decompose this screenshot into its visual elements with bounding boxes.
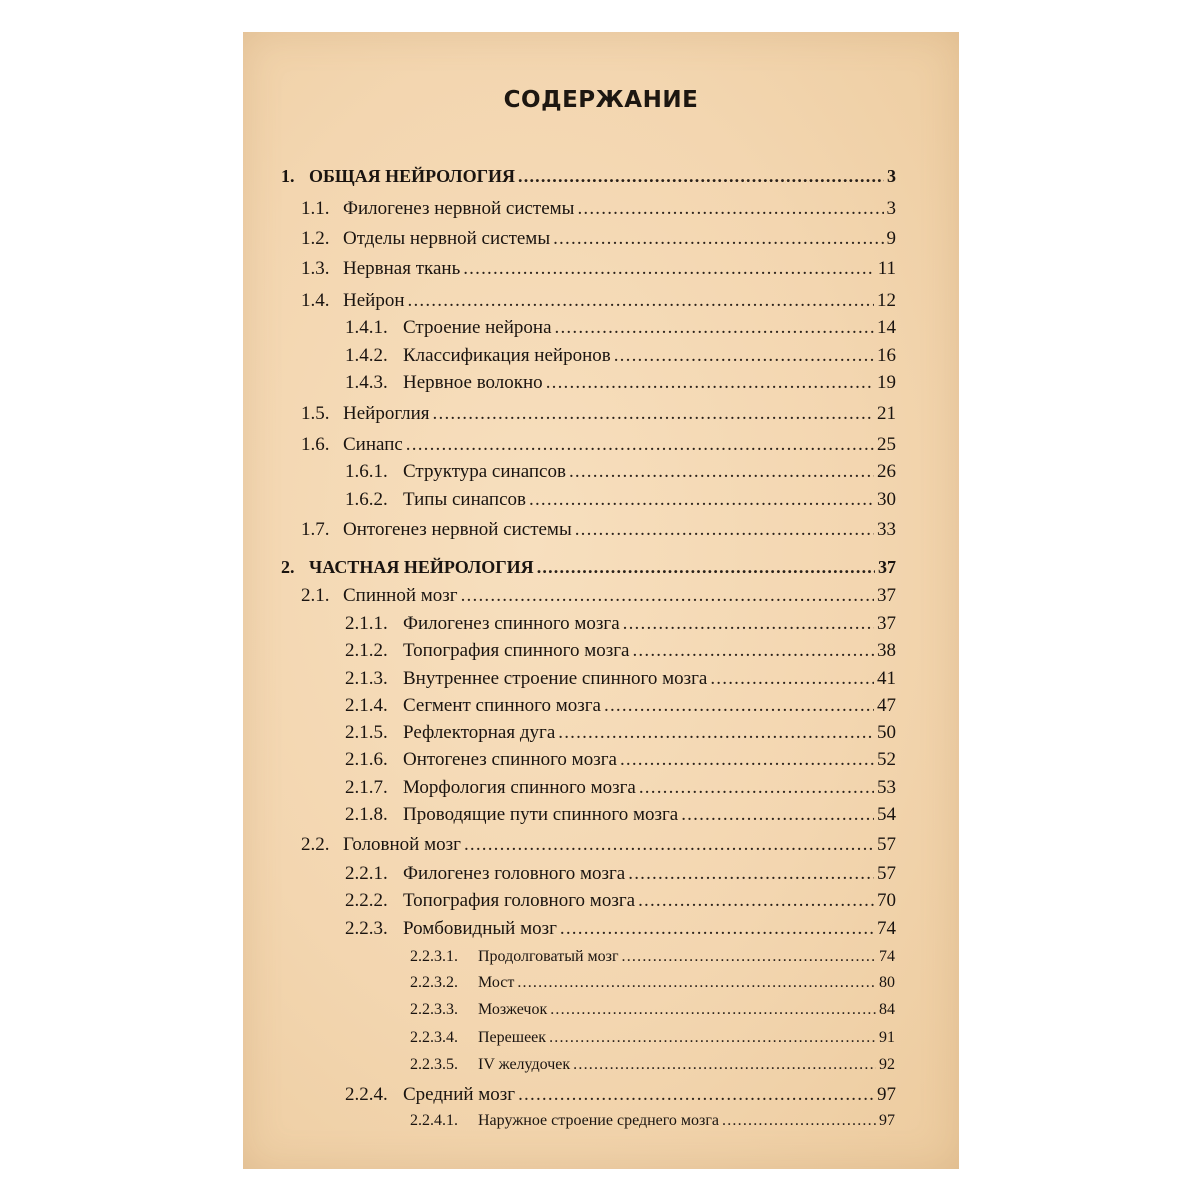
toc-entry [301, 834, 896, 856]
toc-entry-number: 1.3. [301, 258, 330, 279]
toc-entry [301, 585, 896, 607]
toc-entry-title: IV желудочек [478, 1056, 571, 1073]
toc-entry [345, 749, 896, 771]
dot-leader [614, 345, 874, 367]
toc-entry-page: 80 [879, 974, 895, 991]
toc-entry [281, 557, 896, 578]
toc-entry-title: Рефлекторная дуга [403, 722, 556, 743]
toc-entry-page: 3 [887, 166, 896, 186]
toc-entry-page: 54 [877, 804, 896, 825]
toc-entry [345, 640, 896, 662]
dot-leader [433, 403, 874, 425]
toc-entry-title: Ромбовидный мозг [403, 918, 557, 939]
toc-entry-page: 37 [877, 585, 896, 606]
toc-entry-page: 50 [877, 722, 896, 743]
toc-entry-page: 16 [877, 345, 896, 366]
toc-entry-page: 33 [877, 519, 896, 540]
toc-entry [301, 198, 896, 220]
toc-entry-number: 2.1.5. [345, 722, 388, 743]
toc-entry-number: 1.5. [301, 403, 330, 424]
toc-entry-title: Спинной мозг [343, 585, 458, 606]
dot-leader [464, 834, 874, 856]
toc-entry-title: Сегмент спинного мозга [403, 695, 601, 716]
dot-leader [575, 519, 874, 541]
toc-entry [410, 1001, 895, 1019]
toc-entry [410, 974, 895, 992]
toc-entry [345, 777, 896, 799]
dot-leader [722, 1112, 876, 1130]
toc-entry [345, 372, 896, 394]
toc-entry-title: Топография спинного мозга [403, 640, 630, 661]
dot-leader [638, 890, 874, 912]
toc-entry-title: Головной мозг [343, 834, 461, 855]
toc-entry-title: Продолговатый мозг [478, 948, 619, 965]
toc-entry-title: Синапс [343, 434, 403, 455]
toc-entry-number: 2.1.7. [345, 777, 388, 798]
toc-entry-number: 1.4.1. [345, 317, 388, 338]
dot-leader [573, 1056, 876, 1074]
toc-entry [410, 1112, 895, 1130]
toc-entry-title: Онтогенез нервной системы [343, 519, 572, 540]
toc-entry-title: Онтогенез спинного мозга [403, 749, 617, 770]
dot-leader [518, 1084, 874, 1106]
toc-entry-title: Морфология спинного мозга [403, 777, 636, 798]
dot-leader [549, 1029, 876, 1047]
dot-leader [604, 695, 874, 717]
toc-entry [410, 1056, 895, 1074]
toc-entry [345, 668, 896, 690]
toc-entry-number: 2.2.4.1. [410, 1112, 458, 1129]
toc-entry-page: 41 [877, 668, 896, 689]
dot-leader [553, 228, 883, 250]
toc-entry [345, 804, 896, 826]
toc-entry-page: 47 [877, 695, 896, 716]
dot-leader [461, 585, 874, 607]
toc-entry-number: 1.7. [301, 519, 330, 540]
toc-entry-page: 21 [877, 403, 896, 424]
toc-entry [345, 890, 896, 912]
toc-entry-number: 1.2. [301, 228, 330, 249]
toc-entry [301, 519, 896, 541]
toc-entry-title: Наружное строение среднего мозга [478, 1112, 720, 1129]
toc-entry-title: Нейрон [343, 290, 405, 311]
toc-entry-number: 2.2.3.4. [410, 1029, 458, 1046]
toc-entry [345, 1084, 896, 1106]
toc-entry-number: 2.1.6. [345, 749, 388, 770]
toc-entry-number: 1.6. [301, 434, 330, 455]
toc-entry-title: Строение нейрона [403, 317, 552, 338]
toc-entry-page: 30 [877, 489, 896, 510]
dot-leader [406, 434, 874, 456]
toc-entry-page: 57 [877, 834, 896, 855]
dot-leader [639, 777, 874, 799]
dot-leader [558, 722, 874, 744]
toc-entry-number: 2.2.1. [345, 863, 388, 884]
toc-entry [345, 345, 896, 367]
toc-entry-title: Перешеек [478, 1029, 547, 1046]
dot-leader [628, 863, 874, 885]
dot-leader [681, 804, 874, 826]
toc-entry-title: Нейроглия [343, 403, 430, 424]
toc-entry [345, 722, 896, 744]
toc-entry [410, 948, 895, 966]
toc-entry-page: 84 [879, 1001, 895, 1018]
toc-entry-page: 70 [877, 890, 896, 911]
dot-leader [517, 974, 876, 992]
dot-leader [622, 948, 876, 966]
toc-entry-title: Топография головного мозга [403, 890, 636, 911]
dot-leader [408, 290, 875, 312]
toc-entry-number: 2.1.8. [345, 804, 388, 825]
dot-leader [518, 166, 884, 187]
toc-entry [345, 317, 896, 339]
toc-entry-number: 2.1.2. [345, 640, 388, 661]
toc-entry-page: 19 [877, 372, 896, 393]
toc-entry-page: 38 [877, 640, 896, 661]
toc-entry [345, 613, 896, 635]
toc-entry-title: Филогенез головного мозга [403, 863, 626, 884]
page-title: СОДЕРЖАНИЕ [503, 87, 699, 113]
dot-leader [463, 258, 874, 280]
dot-leader [632, 640, 874, 662]
toc-entry-page: 92 [879, 1056, 895, 1073]
toc-entry-number: 2.2.3. [345, 918, 388, 939]
toc-entry-title: ОБЩАЯ НЕЙРОЛОГИЯ [309, 166, 516, 186]
toc-entry-page: 53 [877, 777, 896, 798]
dot-leader [555, 317, 874, 339]
toc-entry-number: 1.4. [301, 290, 330, 311]
toc-entry-number: 2.1.3. [345, 668, 388, 689]
toc-entry-title: Проводящие пути спинного мозга [403, 804, 679, 825]
toc-entry-title: Нервная ткань [343, 258, 461, 279]
toc-entry-number: 2. [281, 557, 295, 577]
table-of-contents [243, 32, 959, 1169]
toc-entry-page: 37 [877, 613, 896, 634]
toc-entry-title: Мост [478, 974, 515, 991]
toc-entry-title: Структура синапсов [403, 461, 566, 482]
dot-leader [620, 749, 874, 771]
toc-entry-number: 2.1. [301, 585, 330, 606]
toc-entry-page: 12 [877, 290, 896, 311]
toc-entry-page: 74 [879, 948, 895, 965]
toc-entry-page: 9 [886, 228, 896, 249]
toc-entry-title: Нервное волокно [403, 372, 543, 393]
dot-leader [529, 489, 874, 511]
toc-entry [301, 258, 896, 280]
toc-entry-page: 97 [877, 1084, 896, 1105]
toc-entry [410, 1029, 895, 1047]
toc-entry-number: 2.2.3.3. [410, 1001, 458, 1018]
dot-leader [623, 613, 874, 635]
toc-entry-title: Отделы нервной системы [343, 228, 551, 249]
toc-entry-number: 1.1. [301, 198, 330, 219]
toc-entry-title: Внутреннее строение спинного мозга [403, 668, 708, 689]
toc-entry-number: 2.1.4. [345, 695, 388, 716]
toc-entry-title: Филогенез спинного мозга [403, 613, 620, 634]
toc-entry-number: 1.6.2. [345, 489, 388, 510]
dot-leader [560, 918, 874, 940]
toc-entry [301, 434, 896, 456]
toc-entry-page: 91 [879, 1029, 895, 1046]
toc-entry [345, 461, 896, 483]
toc-entry-page: 97 [879, 1112, 895, 1129]
toc-entry-number: 2.2.3.5. [410, 1056, 458, 1073]
dot-leader [569, 461, 874, 483]
toc-entry-number: 2.1.1. [345, 613, 388, 634]
toc-entry-number: 1. [281, 166, 295, 186]
toc-entry-page: 14 [877, 317, 896, 338]
toc-entry-page: 37 [878, 557, 896, 577]
toc-entry-number: 2.2.3.2. [410, 974, 458, 991]
toc-entry-number: 2.2.2. [345, 890, 388, 911]
toc-entry [301, 403, 896, 425]
toc-entry [345, 489, 896, 511]
toc-entry-page: 74 [877, 918, 896, 939]
toc-entry [345, 863, 896, 885]
toc-entry [345, 918, 896, 940]
toc-entry-page: 11 [877, 258, 896, 279]
toc-entry-title: ЧАСТНАЯ НЕЙРОЛОГИЯ [309, 557, 534, 577]
toc-entry [301, 290, 896, 312]
toc-entry-title: Типы синапсов [403, 489, 527, 510]
toc-entry-number: 1.4.3. [345, 372, 388, 393]
dot-leader [546, 372, 874, 394]
toc-entry [345, 695, 896, 717]
toc-entry-page: 26 [877, 461, 896, 482]
dot-leader [577, 198, 883, 220]
toc-entry-number: 2.2.3.1. [410, 948, 458, 965]
dot-leader [537, 557, 875, 578]
toc-entry-title: Мозжечок [478, 1001, 548, 1018]
dot-leader [710, 668, 874, 690]
toc-entry-page: 57 [877, 863, 896, 884]
toc-entry-page: 3 [886, 198, 896, 219]
toc-entry-title: Средний мозг [403, 1084, 516, 1105]
book-page [243, 32, 959, 1169]
toc-entry [281, 166, 896, 187]
toc-entry [301, 228, 896, 250]
toc-entry-number: 1.6.1. [345, 461, 388, 482]
toc-entry-page: 52 [877, 749, 896, 770]
toc-entry-number: 2.2.4. [345, 1084, 388, 1105]
toc-entry-title: Классификация нейронов [403, 345, 611, 366]
dot-leader [550, 1001, 876, 1019]
toc-entry-page: 25 [877, 434, 896, 455]
toc-entry-title: Филогенез нервной системы [343, 198, 575, 219]
toc-entry-number: 2.2. [301, 834, 330, 855]
toc-entry-number: 1.4.2. [345, 345, 388, 366]
